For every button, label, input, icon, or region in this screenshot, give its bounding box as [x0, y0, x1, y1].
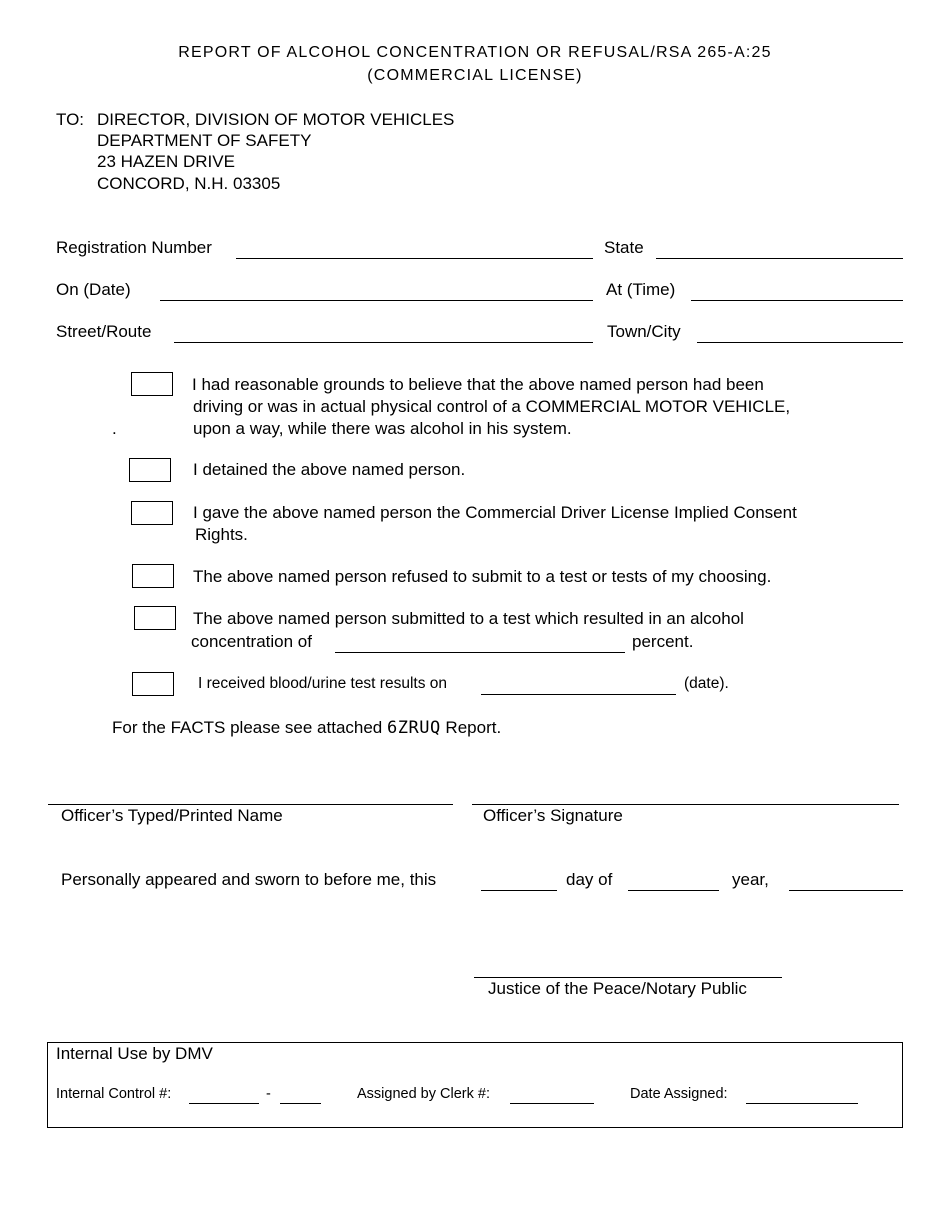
implied-consent-rights-line-2: Rights.	[195, 525, 248, 544]
internal-use-title: Internal Use by DMV	[56, 1044, 213, 1063]
facts-prefix: For the FACTS please see attached	[112, 718, 383, 737]
refused-test-text: The above named person refused to submit to a test or tests of my choosing.	[193, 567, 772, 586]
date-suffix-label: (date).	[684, 675, 729, 692]
reasonable-grounds-line-3: upon a way, while there was alcohol in his system.	[193, 419, 572, 438]
facts-garbled-word: 6ZRUQ	[387, 718, 441, 738]
address-line-2: DEPARTMENT OF SAFETY	[97, 131, 312, 150]
reasonable-grounds-checkbox[interactable]	[131, 372, 173, 396]
sworn-month-field[interactable]	[628, 890, 719, 891]
submitted-test-line-1: The above named person submitted to a test which resulted in an alcohol	[193, 609, 744, 628]
street-route-label: Street/Route	[56, 322, 152, 341]
clerk-field[interactable]	[510, 1103, 594, 1104]
reasonable-grounds-line-1: I had reasonable grounds to believe that the above named person had been	[192, 375, 764, 394]
registration-number-label: Registration Number	[56, 238, 212, 257]
officer-name-line[interactable]	[48, 804, 453, 805]
officer-signature-label: Officer’s Signature	[483, 806, 623, 825]
blood-urine-results-checkbox[interactable]	[132, 672, 174, 696]
concentration-label: concentration of	[191, 632, 312, 651]
implied-consent-rights-line-1: I gave the above named person the Commercial Driver License Implied Consent	[193, 503, 797, 522]
to-label: TO:	[56, 110, 85, 129]
justice-label: Justice of the Peace/Notary Public	[488, 979, 747, 998]
reasonable-grounds-line-2: driving or was in actual physical control of a COMMERCIAL MOTOR VEHICLE,	[193, 397, 791, 416]
internal-control-field-1[interactable]	[189, 1103, 259, 1104]
address-line-4: CONCORD, N.H. 03305	[97, 174, 281, 193]
internal-control-dash: -	[266, 1086, 271, 1102]
justice-signature-line[interactable]	[474, 977, 782, 978]
form-title: REPORT OF ALCOHOL CONCENTRATION OR REFUSAL/RSA 265-A:25	[178, 44, 772, 61]
address-line-3: 23 HAZEN DRIVE	[97, 152, 235, 171]
clerk-label: Assigned by Clerk #:	[357, 1086, 490, 1102]
stray-dot: .	[112, 419, 117, 438]
implied-consent-rights-checkbox[interactable]	[131, 501, 173, 525]
sworn-statement-label: Personally appeared and sworn to before me, this	[61, 870, 437, 889]
date-label: On (Date)	[56, 280, 131, 299]
internal-control-field-2[interactable]	[280, 1103, 321, 1104]
town-city-label: Town/City	[607, 322, 681, 341]
date-field[interactable]	[160, 300, 593, 301]
blood-urine-results-label: I received blood/urine test results on	[198, 675, 447, 692]
sworn-year-field[interactable]	[789, 890, 903, 891]
internal-control-label: Internal Control #:	[56, 1086, 172, 1102]
street-route-field[interactable]	[174, 342, 593, 343]
date-assigned-label: Date Assigned:	[630, 1086, 728, 1102]
town-city-field[interactable]	[697, 342, 903, 343]
year-label: year,	[732, 870, 769, 889]
facts-line	[112, 718, 501, 738]
address-line-1: DIRECTOR, DIVISION OF MOTOR VEHICLES	[97, 110, 455, 129]
detained-text: I detained the above named person.	[193, 460, 466, 479]
date-assigned-field[interactable]	[746, 1103, 858, 1104]
blood-urine-results-date-field[interactable]	[481, 694, 676, 695]
form-subtitle: (COMMERCIAL LICENSE)	[367, 67, 583, 84]
facts-suffix: Report.	[445, 718, 502, 737]
officer-name-label: Officer’s Typed/Printed Name	[61, 806, 283, 825]
state-field[interactable]	[656, 258, 903, 259]
alcohol-concentration-field[interactable]	[335, 652, 625, 653]
state-label: State	[604, 238, 644, 257]
detained-checkbox[interactable]	[129, 458, 171, 482]
refused-test-checkbox[interactable]	[132, 564, 174, 588]
sworn-day-field[interactable]	[481, 890, 557, 891]
registration-number-field[interactable]	[236, 258, 593, 259]
time-label: At (Time)	[606, 280, 676, 299]
time-field[interactable]	[691, 300, 903, 301]
day-of-label: day of	[566, 870, 613, 889]
submitted-test-checkbox[interactable]	[134, 606, 176, 630]
officer-signature-line[interactable]	[472, 804, 899, 805]
percent-label: percent.	[632, 632, 694, 651]
